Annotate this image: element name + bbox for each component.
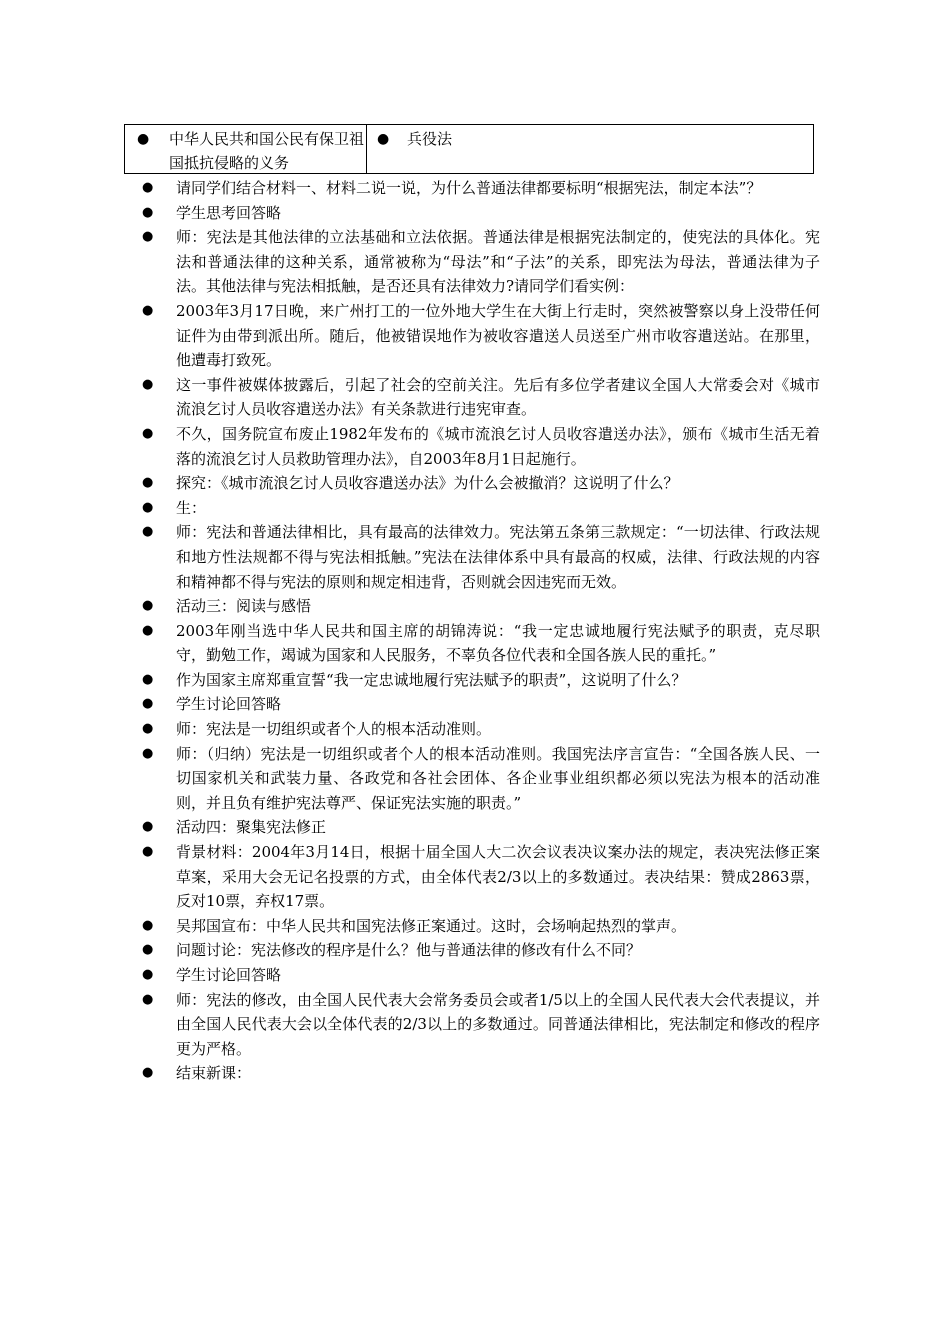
bullet-icon: ● bbox=[142, 598, 154, 614]
law-table bbox=[124, 124, 814, 174]
list-item-text: 2003年3月17日晚，来广州打工的一位外地大学生在大街上行走时，突然被警察以身上没带任何证件为由带到派出所。随后，他被错误地作为被收容遣送人员送至广州市收容遣送站。在那里，他遭毒打致死。 bbox=[176, 301, 820, 370]
bullet-icon: ● bbox=[142, 180, 154, 195]
list-item-text: 不久，国务院宣布废止1982年发布的《城市流浪乞讨人员收容遣送办法》，颁布《城市生活无着落的流浪乞讨人员救助管理办法》，自2003年8月1日起施行。 bbox=[176, 424, 820, 468]
list-item bbox=[140, 422, 820, 471]
list-item bbox=[140, 373, 820, 422]
bullet-icon: ● bbox=[142, 745, 154, 761]
list-item-text: 师：宪法是其他法律的立法基础和立法依据。普通法律是根据宪法制定的，使宪法的具体化。宪法和普通法律的这种关系，通常被称为“母法”和“子法”的关系，即宪法为母法，普通法律为子法。其他法律与宪法相抵触，是否还具有法律效力?请同学们看实例： bbox=[176, 228, 820, 296]
list-item-text: 活动四：聚集宪法修正 bbox=[176, 818, 327, 837]
list-item bbox=[140, 717, 820, 742]
list-item-text: 活动三：阅读与感悟 bbox=[176, 597, 312, 616]
bullet-icon: ● bbox=[142, 425, 154, 441]
list-item bbox=[140, 299, 820, 373]
list-item-text: 生： bbox=[176, 498, 207, 517]
list-item bbox=[140, 742, 820, 816]
list-item-text: 吴邦国宣布：中华人民共和国宪法修正案通过。这时，会场响起热烈的掌声。 bbox=[176, 916, 687, 935]
bullet-icon: ● bbox=[142, 696, 154, 712]
list-item bbox=[140, 668, 820, 693]
bullet-icon: ● bbox=[137, 131, 150, 147]
list-item bbox=[140, 594, 820, 619]
list-item-text: 作为国家主席郑重宣誓“我一定忠诚地履行宪法赋予的职责”，这说明了什么？ bbox=[176, 670, 687, 689]
list-item-text: 师：（归纳）宪法是一切组织或者个人的根本活动准则。我国宪法序言宣告：“全国各族人民、一切国家机关和武装力量、各政党和各社会团体、各企业事业组织都必须以宪法为根本的活动准则，并且负有维护宪法尊严、保证宪法实施的职责。” bbox=[176, 744, 820, 812]
list-item bbox=[140, 1061, 820, 1086]
list-item-text: 学生讨论回答略 bbox=[176, 695, 282, 714]
list-item bbox=[140, 176, 820, 201]
bullet-icon: ● bbox=[142, 475, 154, 491]
list-item-text: 师：宪法和普通法律相比，具有最高的法律效力。宪法第五条第三款规定：“一切法律、行政法规和地方性法规都不得与宪法相抵触。”宪法在法律体系中具有最高的权威，法律、行政法规的内容和精神都不得与宪法的原则和规定相违背，否则就会因违宪而无效。 bbox=[176, 523, 820, 591]
bullet-icon: ● bbox=[142, 721, 154, 737]
list-item bbox=[140, 225, 820, 299]
list-item bbox=[140, 815, 820, 840]
list-item bbox=[140, 692, 820, 717]
list-item-text: 请同学们结合材料一、材料二说一说，为什么普通法律都要标明“根据宪法，制定本法”？ bbox=[176, 179, 762, 197]
bullet-icon: ● bbox=[142, 991, 154, 1007]
list-item-text: 结束新课： bbox=[176, 1064, 252, 1083]
list-item-text: 学生讨论回答略 bbox=[176, 966, 282, 984]
list-item-text: 这一事件被媒体披露后，引起了社会的空前关注。先后有多位学者建议全国人大常委会对《城市流浪乞讨人员收容遣送办法》有关条款进行违宪审查。 bbox=[176, 375, 820, 419]
bullet-icon: ● bbox=[142, 671, 154, 687]
table-cell-duty-text: 中华人民共和国公民有保卫祖国抵抗侵略的义务 bbox=[169, 130, 365, 172]
bullet-icon: ● bbox=[377, 131, 390, 147]
bullet-icon: ● bbox=[142, 917, 154, 933]
lesson-bullet-list bbox=[140, 176, 820, 1086]
list-item bbox=[140, 914, 820, 939]
bullet-icon: ● bbox=[142, 229, 154, 245]
list-item bbox=[140, 988, 820, 1062]
bullet-icon: ● bbox=[142, 819, 154, 835]
list-item-text: 探究：《城市流浪乞讨人员收容遣送办法》为什么会被撤消？这说明了什么？ bbox=[176, 474, 679, 493]
list-item bbox=[140, 938, 820, 963]
table-cell-law bbox=[367, 125, 813, 173]
bullet-icon: ● bbox=[142, 942, 154, 958]
bullet-icon: ● bbox=[142, 844, 154, 860]
bullet-icon: ● bbox=[142, 967, 154, 982]
list-item bbox=[140, 471, 820, 496]
bullet-icon: ● bbox=[142, 302, 154, 318]
bullet-icon: ● bbox=[142, 376, 154, 392]
table-cell-duty bbox=[125, 125, 367, 173]
list-item-text: 2003年刚当选中华人民共和国主席的胡锦涛说：“我一定忠诚地履行宪法赋予的职责，克尽职守，勤勉工作，竭诚为国家和人民服务，不辜负各位代表和全国各族人民的重托。” bbox=[176, 621, 820, 665]
bullet-icon: ● bbox=[142, 622, 154, 638]
list-item-text: 学生思考回答略 bbox=[176, 203, 282, 222]
list-item bbox=[140, 619, 820, 668]
bullet-icon: ● bbox=[142, 1065, 154, 1081]
list-item-text: 问题讨论：宪法修改的程序是什么？他与普通法律的修改有什么不同？ bbox=[176, 941, 642, 960]
list-item bbox=[140, 840, 820, 914]
list-item bbox=[140, 201, 820, 226]
list-item bbox=[140, 963, 820, 988]
bullet-icon: ● bbox=[142, 204, 154, 220]
list-item bbox=[140, 496, 820, 521]
bullet-icon: ● bbox=[142, 524, 154, 540]
list-item-text: 背景材料：2004年3月14日，根据十届全国人大二次会议表决议案办法的规定，表决宪法修正案草案，采用大会无记名投票的方式，由全体代表2/3以上的多数通过。表决结果：赞成2863票，反对10票，弃权17票。 bbox=[176, 843, 820, 911]
list-item bbox=[140, 520, 820, 594]
list-item-text: 师：宪法的修改，由全国人民代表大会常务委员会或者1/5以上的全国人民代表大会代表提议，并由全国人民代表大会以全体代表的2/3以上的多数通过。同普通法律相比，宪法制定和修改的程序更为严格。 bbox=[176, 990, 820, 1058]
list-item-text: 师：宪法是一切组织或者个人的根本活动准则。 bbox=[176, 720, 492, 739]
bullet-icon: ● bbox=[142, 499, 154, 515]
table-cell-law-text: 兵役法 bbox=[407, 130, 453, 148]
